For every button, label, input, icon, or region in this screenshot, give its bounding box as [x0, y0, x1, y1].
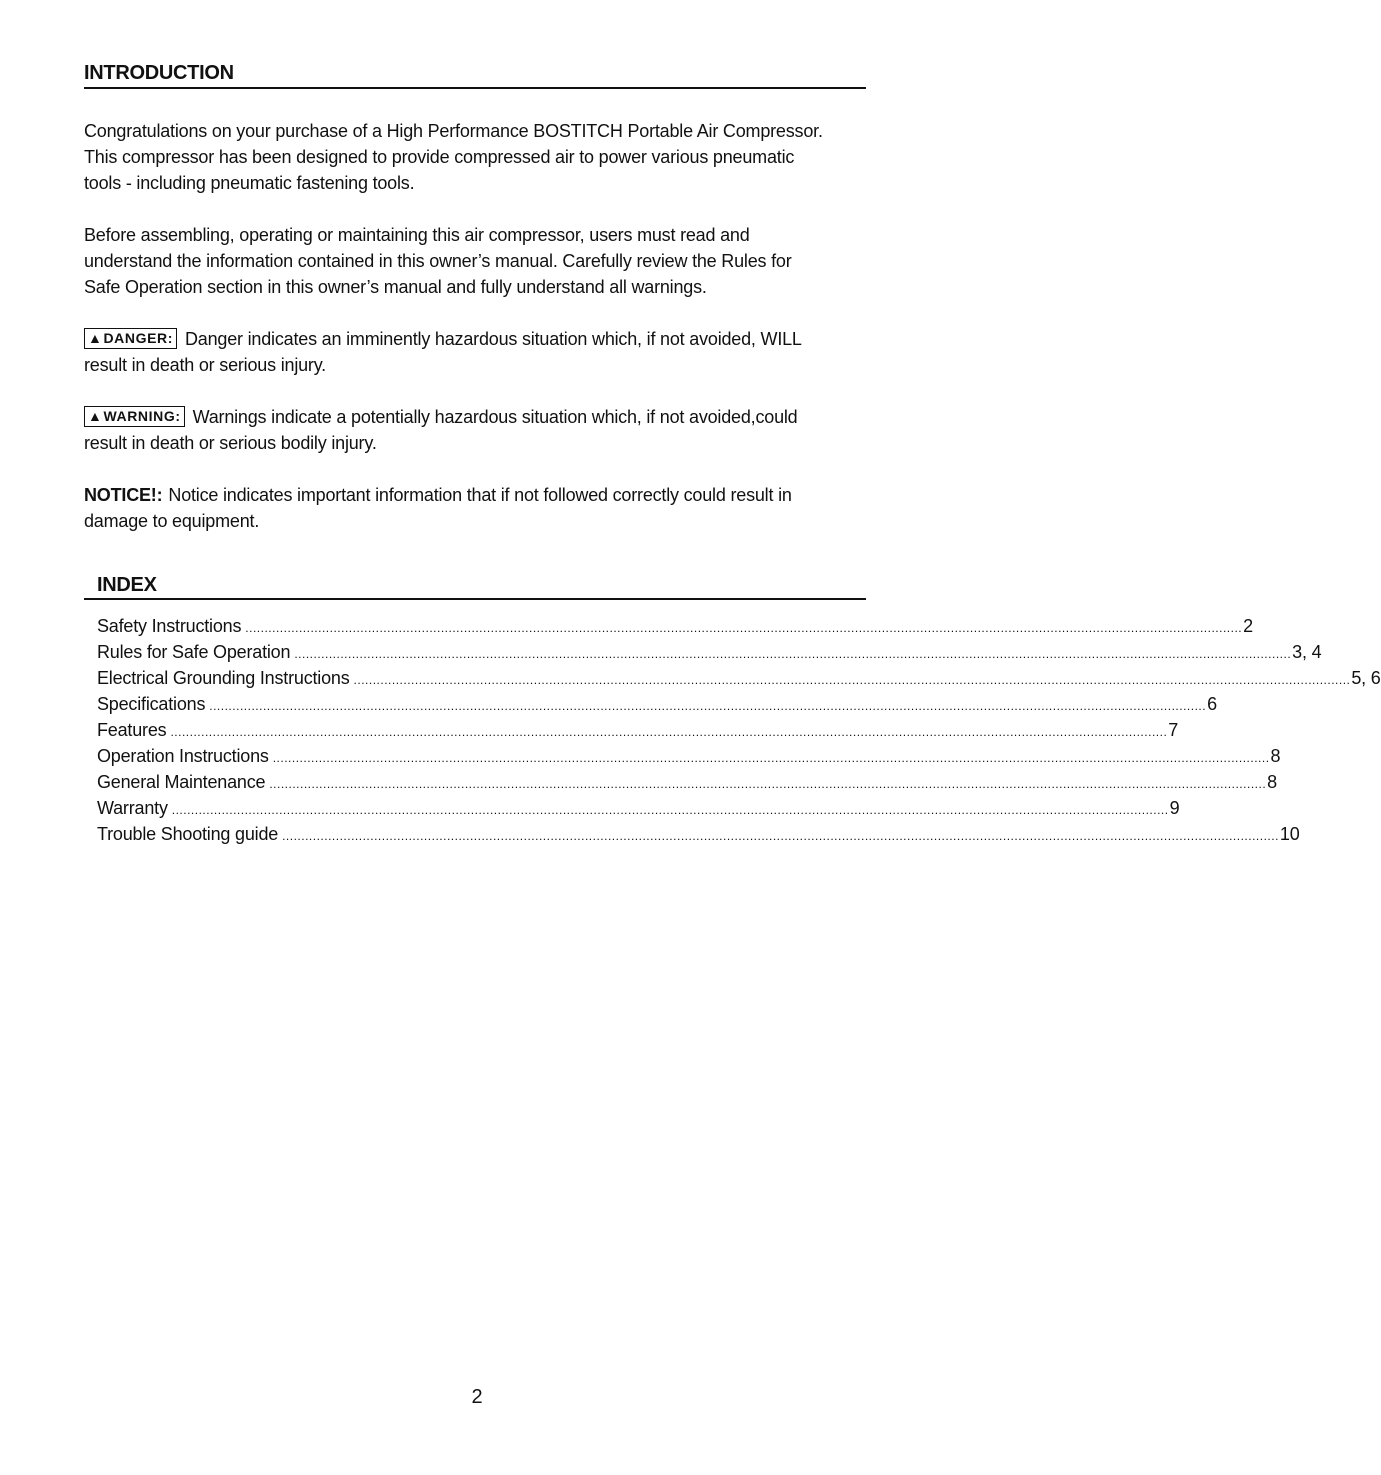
notice-label: NOTICE!: — [84, 485, 163, 505]
index-entry-page: 6 — [1207, 694, 1217, 714]
index-dot-leader: .................................................................................................................................................................................................................................................................... — [209, 699, 1207, 713]
introduction-heading: INTRODUCTION — [84, 62, 866, 89]
danger-badge — [84, 328, 177, 349]
index-dot-leader: .................................................................................................................................................................................................................................................................... — [294, 647, 1292, 661]
danger-notice — [84, 326, 874, 378]
warning-text: Warnings indicate a potentially hazardous situation which, if not avoided,could — [192, 407, 798, 427]
page-number: 2 — [471, 1386, 483, 1408]
notice-paragraph — [84, 482, 874, 534]
index-entry-page: 8 — [1267, 772, 1277, 792]
index-entry-page: 7 — [1168, 720, 1179, 740]
index-entry — [97, 720, 1179, 746]
danger-text: Danger indicates an imminently hazardous situation which, if not avoided, WILL — [185, 329, 802, 349]
index-entry-page: 2 — [1243, 616, 1253, 636]
index-entry-page: 10 — [1279, 824, 1300, 844]
index-entry — [97, 694, 1217, 720]
intro-paragraph-1-line: tools - including pneumatic fastening tools. — [84, 173, 415, 193]
index-entry-title: General Maintenance — [97, 772, 266, 792]
index-entry — [97, 668, 1381, 694]
danger-badge-label: DANGER: — [103, 330, 173, 346]
warning-line-1 — [84, 404, 874, 430]
index-entry-title: Electrical Grounding Instructions — [97, 668, 350, 688]
index-entry — [97, 772, 1277, 798]
index-dot-leader: .................................................................................................................................................................................................................................................................... — [353, 673, 1351, 687]
index-dot-leader: .................................................................................................................................................................................................................................................................... — [170, 725, 1168, 739]
danger-line-1 — [84, 326, 874, 352]
index-heading: INDEX — [84, 574, 866, 600]
index-entry-title: Operation Instructions — [97, 746, 269, 766]
index-entry-title: Trouble Shooting guide — [97, 824, 279, 844]
notice-text: Notice indicates important information that if not followed correctly could result in — [168, 485, 792, 505]
warning-triangle-icon: ▲ — [88, 330, 103, 346]
intro-paragraph-1 — [84, 118, 874, 196]
intro-paragraph-2-line: understand the information contained in this owner’s manual. Carefully review the Rules for — [84, 251, 792, 271]
index-dot-leader: .................................................................................................................................................................................................................................................................... — [272, 751, 1270, 765]
intro-paragraph-1-line: This compressor has been designed to provide compressed air to power various pneumatic — [84, 147, 795, 167]
index-entry — [97, 824, 1300, 850]
warning-notice — [84, 404, 874, 456]
index-entry — [97, 616, 1253, 642]
intro-paragraph-2-line: Before assembling, operating or maintaining this air compressor, users must read and — [84, 225, 750, 245]
index-dot-leader: .................................................................................................................................................................................................................................................................... — [171, 803, 1169, 817]
index-entry-page: 9 — [1169, 798, 1180, 818]
notice-line-1 — [84, 482, 874, 508]
index-entry — [97, 798, 1180, 824]
index-dot-leader: .................................................................................................................................................................................................................................................................... — [282, 829, 1279, 843]
intro-paragraph-2-line: Safe Operation section in this owner’s manual and fully understand all warnings. — [84, 277, 707, 297]
warning-text-line-2: result in death or serious bodily injury. — [84, 433, 377, 453]
index-entry-page: 3, 4 — [1292, 642, 1322, 662]
index-list — [97, 616, 1381, 850]
notice-text-line-2: damage to equipment. — [84, 511, 260, 531]
warning-triangle-icon: ▲ — [88, 408, 103, 424]
index-entry-page: 8 — [1270, 746, 1281, 766]
warning-badge-label: WARNING: — [103, 408, 181, 424]
index-entry-page: 5, 6 — [1351, 668, 1381, 688]
index-entry-title: Features — [97, 720, 167, 740]
index-entry — [97, 642, 1322, 668]
index-entry-title: Safety Instructions — [97, 616, 242, 636]
intro-paragraph-1-line: Congratulations on your purchase of a High Performance BOSTITCH Portable Air Compressor. — [84, 121, 823, 141]
index-entry-title: Specifications — [97, 694, 206, 714]
index-dot-leader: .................................................................................................................................................................................................................................................................... — [269, 777, 1267, 791]
index-entry — [97, 746, 1281, 772]
index-entry-title: Rules for Safe Operation — [97, 642, 291, 662]
intro-paragraph-2 — [84, 222, 874, 300]
warning-badge — [84, 406, 185, 427]
index-entry-title: Warranty — [97, 798, 168, 818]
danger-text-line-2: result in death or serious injury. — [84, 355, 326, 375]
index-dot-leader: .................................................................................................................................................................................................................................................................... — [245, 621, 1243, 635]
